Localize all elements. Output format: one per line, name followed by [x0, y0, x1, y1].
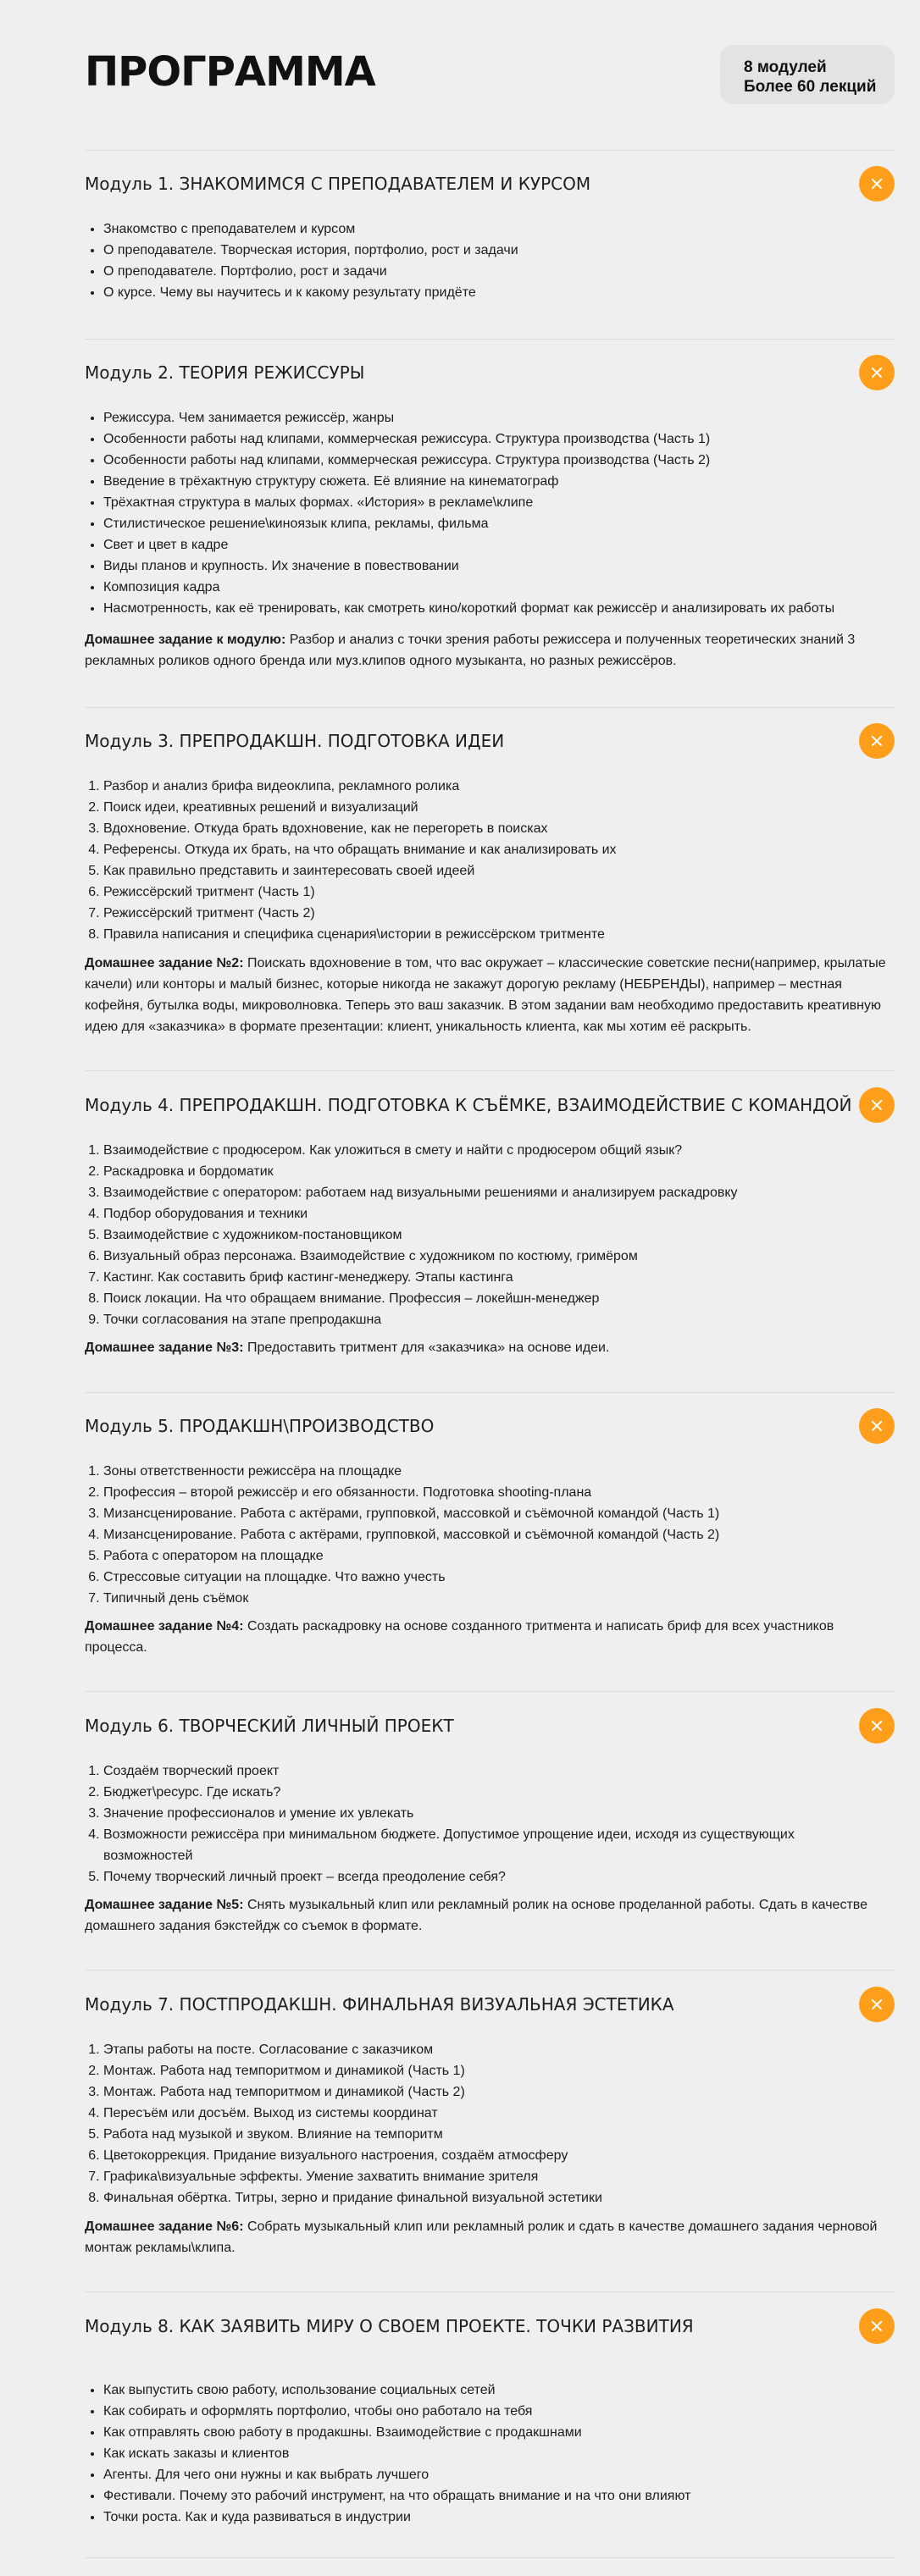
lesson-item: • О преподавателе. Творческая история, портфолио, рост и задачи	[103, 240, 518, 261]
lesson-item: • Как искать заказы и клиентов	[103, 2443, 690, 2464]
lesson-item: • Как выпустить свою работу, использование социальных сетей	[103, 2380, 690, 2401]
lesson-item: 8. Правила написания и специфика сценария\истории в режиссёрском тритменте	[103, 924, 617, 945]
module-2-lessons	[85, 407, 834, 619]
module-7-title[interactable]: Модуль 7. ПОСТПРОДАКШН. ФИНАЛЬНАЯ ВИЗУАЛЬНАЯ ЭСТЕТИКА	[85, 1994, 674, 2015]
module-2-close-icon[interactable]	[859, 355, 895, 390]
divider	[85, 1970, 895, 1971]
module-5-close-icon[interactable]	[859, 1408, 895, 1444]
module-3-lessons	[85, 776, 617, 945]
divider	[85, 707, 895, 708]
stats-lectures: Более 60 лекций	[744, 78, 877, 96]
program-stats-card	[720, 45, 895, 104]
lesson-item: 2. Бюджет\ресурс. Где искать?	[103, 1782, 866, 1803]
lesson-item: 1. Разбор и анализ брифа видеоклипа, рекламного ролика	[103, 776, 617, 797]
module-2-homework	[85, 629, 895, 672]
lesson-item: 9. Точки согласования на этапе препродакшна	[103, 1309, 738, 1330]
module-7-homework	[85, 2216, 895, 2258]
lesson-item: • Виды планов и крупность. Их значение в повествовании	[103, 556, 834, 577]
module-3-close-icon[interactable]	[859, 723, 895, 759]
module-5-homework	[85, 1616, 895, 1658]
divider	[85, 1691, 895, 1692]
module-4-close-icon[interactable]	[859, 1087, 895, 1123]
lesson-item: • Особенности работы над клипами, коммерческая режиссура. Структура производства (Часть 1)	[103, 428, 834, 450]
lesson-item: 6. Визуальный образ персонажа. Взаимодействие с художником по костюму, гримёром	[103, 1246, 738, 1267]
lesson-item: 5. Работа над музыкой и звуком. Влияние на темпоритм	[103, 2124, 602, 2145]
lesson-item: • Как отправлять свою работу в продакшны. Взаимодействие с продакшнами	[103, 2422, 690, 2443]
divider	[85, 2291, 895, 2292]
module-1-close-icon[interactable]	[859, 166, 895, 202]
module-3-homework	[85, 953, 895, 1037]
lesson-item: 6. Стрессовые ситуации на площадке. Что важно учесть	[103, 1567, 719, 1588]
homework-label: Домашнее задание №6:	[85, 2219, 244, 2234]
lesson-item: 2. Раскадровка и бордоматик	[103, 1161, 738, 1182]
divider	[85, 339, 895, 340]
lesson-item: 2. Поиск идеи, креативных решений и визуализаций	[103, 797, 617, 818]
lesson-item: • Точки роста. Как и куда развиваться в индустрии	[103, 2507, 690, 2528]
lesson-item: 1. Создаём творческий проект	[103, 1761, 866, 1782]
module-2-header[interactable]	[85, 354, 895, 391]
lesson-item: 3. Мизансценирование. Работа с актёрами, групповкой, массовкой и съёмочной командой (Часть 1)	[103, 1503, 719, 1524]
homework-text: Предоставить тритмент для «заказчика» на основе идеи.	[243, 1341, 610, 1355]
module-6-close-icon[interactable]	[859, 1708, 895, 1744]
lesson-item: • Знакомство с преподавателем и курсом	[103, 218, 518, 240]
lesson-item: 8. Финальная обёртка. Титры, зерно и придание финальной визуальной эстетики	[103, 2187, 602, 2208]
lesson-item: 2. Монтаж. Работа над темпоритмом и динамикой (Часть 1)	[103, 2060, 602, 2081]
lesson-item: • Фестивали. Почему это рабочий инструмент, на что обращать внимание и на что они влияют	[103, 2485, 690, 2507]
lesson-item: • Насмотренность, как её тренировать, как смотреть кино/короткий формат как режиссёр и анализировать их работы	[103, 598, 834, 619]
module-8	[85, 2308, 895, 2524]
lesson-item: • Особенности работы над клипами, коммерческая режиссура. Структура производства (Часть 2)	[103, 450, 834, 471]
lesson-item: 5. Взаимодействие с художником-постановщиком	[103, 1224, 738, 1246]
lesson-item: 3. Взаимодействие с оператором: работаем над визуальными решениями и анализируем раскадровку	[103, 1182, 738, 1203]
homework-label: Домашнее задание к модулю:	[85, 633, 286, 647]
homework-label: Домашнее задание №3:	[85, 1341, 244, 1355]
module-3-header[interactable]	[85, 722, 895, 760]
lesson-item: 4. Референсы. Откуда их брать, на что обращать внимание и как анализировать их	[103, 839, 617, 860]
lesson-item: 3. Монтаж. Работа над темпоритмом и динамикой (Часть 2)	[103, 2081, 602, 2103]
homework-text: Создать раскадровку на основе созданного тритмента и написать бриф для всех участников процесса.	[85, 1619, 834, 1655]
module-1-lessons	[85, 218, 518, 303]
module-4-title[interactable]: Модуль 4. ПРЕПРОДАКШН. ПОДГОТОВКА К СЪЁМКЕ, ВЗАИМОДЕЙСТВИЕ С КОМАНДОЙ	[85, 1095, 852, 1115]
module-4	[85, 1086, 895, 1355]
module-5	[85, 1407, 895, 1655]
divider	[85, 2557, 895, 2558]
homework-text: Снять музыкальный клип или рекламный ролик на основе проделанной работы. Сдать в качестве домашнего задания бэкстейдж со съемок в формате.	[85, 1898, 867, 1933]
module-4-header[interactable]	[85, 1086, 895, 1124]
lesson-item: 5. Почему творческий личный проект – всегда преодоление себя?	[103, 1866, 866, 1888]
module-1-header[interactable]	[85, 165, 895, 202]
homework-label: Домашнее задание №4:	[85, 1619, 244, 1633]
lesson-item: • О курсе. Чему вы научитесь и к какому результату придёте	[103, 282, 518, 303]
module-1	[85, 165, 895, 300]
module-6-homework	[85, 1894, 895, 1937]
lesson-item: 5. Работа с оператором на площадке	[103, 1545, 719, 1567]
module-4-homework	[85, 1337, 895, 1358]
homework-label: Домашнее задание №2:	[85, 956, 244, 970]
divider	[85, 1070, 895, 1071]
homework-text: Поискать вдохновение в том, что вас окружает – классические советские песни(например, крылатые качели) или конторы и малый бизнес, которые никогда не закажут дорогую рекламу (НЕБРЕНДЫ), например – местная кофейня, бутылка воды, микроволновка. Теперь это ваш заказчик. В этом задании вам необходимо предоставить креативную идею для «заказчика» в формате презентации: клиент, уникальность клиента, как мы хотим её раскрыть.	[85, 956, 886, 1034]
divider	[85, 1392, 895, 1393]
lesson-item: • Агенты. Для чего они нужны и как выбрать лучшего	[103, 2464, 690, 2485]
module-8-lessons	[85, 2380, 690, 2528]
lesson-item: 7. Графика\визуальные эффекты. Умение захватить внимание зрителя	[103, 2166, 602, 2187]
lesson-item: 1. Этапы работы на посте. Согласование с заказчиком	[103, 2039, 602, 2060]
module-8-title[interactable]: Модуль 8. КАК ЗАЯВИТЬ МИРУ О СВОЕМ ПРОЕКТЕ. ТОЧКИ РАЗВИТИЯ	[85, 2316, 694, 2336]
lesson-item: 4. Возможности режиссёра при минимальном бюджете. Допустимое упрощение идеи, исходя из существующих возможностей	[103, 1824, 866, 1866]
lesson-item: 7. Типичный день съёмок	[103, 1588, 719, 1609]
lesson-item: 6. Цветокоррекция. Придание визуального настроения, создаём атмосферу	[103, 2145, 602, 2166]
lesson-item: 4. Мизансценирование. Работа с актёрами, групповкой, массовкой и съёмочной командой (Часть 2)	[103, 1524, 719, 1545]
lesson-item: • Трёхактная структура в малых формах. «История» в рекламе\клипе	[103, 492, 834, 513]
lesson-item: 7. Режиссёрский тритмент (Часть 2)	[103, 903, 617, 924]
lesson-item: 1. Взаимодействие с продюсером. Как уложиться в смету и найти с продюсером общий язык?	[103, 1140, 738, 1161]
lesson-item: 4. Подбор оборудования и техники	[103, 1203, 738, 1224]
homework-text: Собрать музыкальный клип или рекламный ролик и сдать в качестве домашнего задания черновой монтаж рекламы\клипа.	[85, 2219, 878, 2255]
lesson-item: 3. Значение профессионалов и умение их увлекать	[103, 1803, 866, 1824]
module-8-close-icon[interactable]	[859, 2308, 895, 2344]
lesson-item: • Введение в трёхактную структуру сюжета. Её влияние на кинематограф	[103, 471, 834, 492]
module-6	[85, 1707, 895, 1933]
lesson-item: 8. Поиск локации. На что обращаем внимание. Профессия – локейшн-менеджер	[103, 1288, 738, 1309]
module-2-title[interactable]: Модуль 2. ТЕОРИЯ РЕЖИССУРЫ	[85, 362, 365, 383]
lesson-item: 5. Как правильно представить и заинтересовать своей идеей	[103, 860, 617, 882]
page-title: ПРОГРАММА	[85, 48, 375, 96]
homework-label: Домашнее задание №5:	[85, 1898, 244, 1912]
lesson-item: • Режиссура. Чем занимается режиссёр, жанры	[103, 407, 834, 428]
module-3	[85, 722, 895, 1034]
module-4-lessons	[85, 1140, 738, 1330]
homework-text: Разбор и анализ с точки зрения работы режиссера и полученных теоретических знаний 3 рекламных роликов одного бренда или муз.клипов одного музыканта, но разных режиссёров.	[85, 633, 856, 668]
lesson-item: 4. Пересъём или досъём. Выход из системы координат	[103, 2103, 602, 2124]
lesson-item: • Стилистическое решение\киноязык клипа, рекламы, фильма	[103, 513, 834, 534]
lesson-item: 6. Режиссёрский тритмент (Часть 1)	[103, 882, 617, 903]
module-7-lessons	[85, 2039, 602, 2208]
lesson-item: • Свет и цвет в кадре	[103, 534, 834, 556]
module-5-header[interactable]	[85, 1407, 895, 1445]
lesson-item: • О преподавателе. Портфолио, рост и задачи	[103, 261, 518, 282]
lesson-item: • Композиция кадра	[103, 577, 834, 598]
module-6-lessons	[85, 1761, 866, 1888]
module-3-title[interactable]: Модуль 3. ПРЕПРОДАКШН. ПОДГОТОВКА ИДЕИ	[85, 731, 505, 751]
module-2	[85, 354, 895, 668]
module-7	[85, 1986, 895, 2255]
lesson-item: 2. Профессия – второй режиссёр и его обязанности. Подготовка shooting-плана	[103, 1482, 719, 1503]
module-8-header[interactable]	[85, 2308, 895, 2345]
module-1-title[interactable]: Модуль 1. ЗНАКОМИМСЯ С ПРЕПОДАВАТЕЛЕМ И КУРСОМ	[85, 174, 591, 194]
module-5-title[interactable]: Модуль 5. ПРОДАКШН\ПРОИЗВОДСТВО	[85, 1416, 435, 1436]
module-5-lessons	[85, 1461, 719, 1609]
module-7-close-icon[interactable]	[859, 1987, 895, 2022]
stats-modules: 8 модулей	[744, 58, 827, 76]
lesson-item: • Как собирать и оформлять портфолио, чтобы оно работало на тебя	[103, 2401, 690, 2422]
lesson-item: 3. Вдохновение. Откуда брать вдохновение, как не перегореть в поисках	[103, 818, 617, 839]
module-6-header[interactable]	[85, 1707, 895, 1744]
lesson-item: 1. Зоны ответственности режиссёра на площадке	[103, 1461, 719, 1482]
module-6-title[interactable]: Модуль 6. ТВОРЧЕСКИЙ ЛИЧНЫЙ ПРОЕКТ	[85, 1716, 454, 1736]
lesson-item: 7. Кастинг. Как составить бриф кастинг-менеджеру. Этапы кастинга	[103, 1267, 738, 1288]
divider	[85, 150, 895, 151]
module-7-header[interactable]	[85, 1986, 895, 2023]
